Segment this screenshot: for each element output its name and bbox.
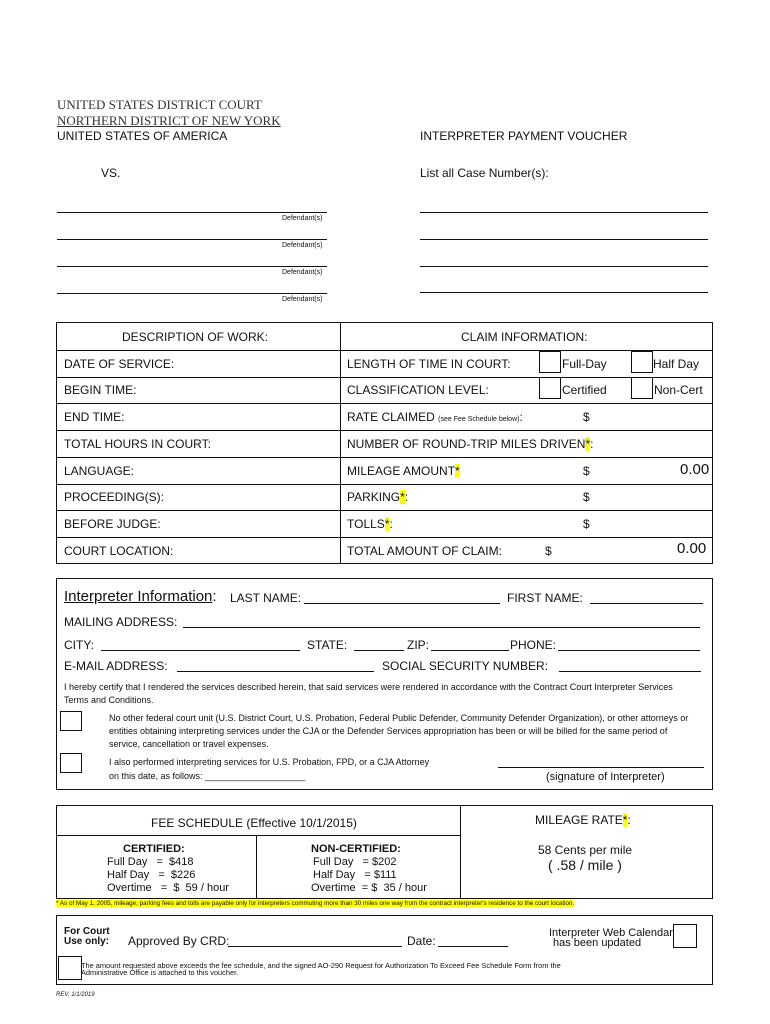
form-title: INTERPRETER PAYMENT VOUCHER <box>420 129 628 143</box>
certified-checkbox[interactable] <box>539 377 561 399</box>
full-day-label: Full-Day <box>562 357 607 371</box>
miles-driven-label: NUMBER OF ROUND-TRIP MILES DRIVEN <box>347 437 586 451</box>
rate-claimed-label: RATE CLAIMED <box>347 410 435 424</box>
state-field[interactable] <box>354 650 404 651</box>
mileage-rate-alt: ( .58 / mile ) <box>548 857 622 873</box>
non-cert-checkbox[interactable] <box>631 377 653 399</box>
ssn-label: SOCIAL SECURITY NUMBER: <box>382 659 549 673</box>
certified-heading: CERTIFIED: <box>123 843 185 855</box>
no-other-billing-line-3: service, cancellation or travel expenses. <box>109 739 269 749</box>
defendant-line-4[interactable] <box>57 293 327 294</box>
revision-date: REV. 1/1/2019 <box>56 992 95 998</box>
proceedings-label: PROCEEDING(S): <box>64 490 165 504</box>
signature-label: (signature of Interpreter) <box>546 771 665 783</box>
interpreter-heading: Interpreter Information <box>64 588 213 605</box>
state-label: STATE: <box>307 638 348 652</box>
certification-line-2: Terms and Conditions. <box>64 695 154 705</box>
half-day-checkbox[interactable] <box>631 351 653 373</box>
web-calendar-label-2: has been updated <box>553 937 642 949</box>
first-name-label: FIRST NAME: <box>507 591 583 605</box>
claim-heading: CLAIM INFORMATION: <box>461 330 588 344</box>
rate-claimed-note: (see Fee Schedule below) <box>438 416 520 423</box>
work-heading: DESCRIPTION OF WORK: <box>122 330 269 344</box>
miles-asterisk: * <box>585 437 591 451</box>
half-day-label: Half Day <box>653 357 700 371</box>
web-calendar-checkbox[interactable] <box>673 924 697 948</box>
phone-field[interactable] <box>558 650 700 651</box>
defendant-label-3: Defendant(s) <box>282 269 323 276</box>
signature-line[interactable] <box>498 767 704 768</box>
also-performed-checkbox[interactable] <box>60 753 82 773</box>
district-name: NORTHERN DISTRICT OF NEW YORK <box>57 113 281 128</box>
defendant-label-1: Defendant(s) <box>282 215 323 222</box>
mailing-address-field[interactable] <box>183 627 700 628</box>
last-name-field[interactable] <box>304 603 500 604</box>
no-other-billing-checkbox[interactable] <box>60 711 82 731</box>
web-calendar-label-1: Interpreter Web Calendar <box>549 927 673 939</box>
defendant-label-4: Defendant(s) <box>282 296 323 303</box>
total-amount-value[interactable]: 0.00 <box>677 540 707 557</box>
approved-by-label: Approved By CRD: <box>128 934 230 948</box>
city-field[interactable] <box>101 650 300 651</box>
certified-fee-full: Full Day = $418 <box>107 856 194 868</box>
no-other-billing-line-2: entities obtaining interpreting services under the CJA or the Defender Services appropriation has been or will be billed for the same period of <box>109 726 668 736</box>
before-judge-label: BEFORE JUDGE: <box>64 517 161 531</box>
mileage-asterisk: * <box>455 464 460 478</box>
table-divider <box>340 322 341 564</box>
also-performed-line-2: on this date, as follows: ____________________ <box>109 771 306 781</box>
exceeds-fee-line-1: The amount requested above exceeds the fee schedule, and the signed AO-290 Request for Authorization To Exceed Fee Schedule Form from the <box>81 961 561 970</box>
approval-date-field[interactable] <box>438 946 508 947</box>
rate-claimed-colon: : <box>519 410 523 424</box>
mileage-amount-row <box>347 464 460 478</box>
tolls-row: TOLLS*: <box>347 517 393 531</box>
classification-label: CLASSIFICATION LEVEL: <box>347 383 489 397</box>
court-use-label-1: For Court <box>64 926 110 937</box>
exceeds-fee-line-2: Administrative Office is attached to this voucher. <box>81 968 239 977</box>
certified-fee-overtime: Overtime = $ 59 / hour <box>107 882 229 894</box>
versus-label: VS. <box>101 166 121 180</box>
miles-driven-row: NUMBER OF ROUND-TRIP MILES DRIVEN*: <box>347 437 594 451</box>
defendant-line-1[interactable] <box>57 212 327 213</box>
ssn-field[interactable] <box>559 671 701 672</box>
certified-fee-half: Half Day = $226 <box>107 869 196 881</box>
approval-date-label: Date: <box>407 934 436 948</box>
no-other-billing-line-1: No other federal court unit (U.S. District Court, U.S. Probation, Federal Public Defender, Community Defender Organization), or other attorneys or <box>109 713 689 723</box>
parking-row: PARKING*: <box>347 490 409 504</box>
case-number-line-3[interactable] <box>420 266 708 267</box>
last-name-label: LAST NAME: <box>230 591 302 605</box>
rate-dollar: $ <box>583 410 590 424</box>
zip-label: ZIP: <box>407 638 430 652</box>
case-numbers-label: List all Case Number(s): <box>420 166 549 180</box>
court-use-label-2: Use only: <box>64 936 110 947</box>
full-day-checkbox[interactable] <box>539 351 561 373</box>
end-time-label: END TIME: <box>64 410 125 424</box>
exceeds-fee-checkbox[interactable] <box>58 956 82 980</box>
total-dollar: $ <box>545 544 552 558</box>
total-claim-label: TOTAL AMOUNT OF CLAIM: <box>347 544 502 558</box>
certification-line-1: I hereby certify that I rendered the services described herein, that said services were rendered in accordance with the Contract Court Interpreter Services <box>64 682 673 692</box>
total-hours-label: TOTAL HOURS IN COURT: <box>64 437 211 451</box>
parking-dollar: $ <box>583 490 590 504</box>
court-name: UNITED STATES DISTRICT COURT <box>57 97 262 112</box>
mileage-rate-value: 58 Cents per mile <box>538 843 633 857</box>
first-name-field[interactable] <box>590 603 703 604</box>
defendant-line-3[interactable] <box>57 266 327 267</box>
mailing-address-label: MAILING ADDRESS: <box>64 615 178 629</box>
parking-asterisk: * <box>400 490 405 504</box>
city-label: CITY: <box>64 638 95 652</box>
case-number-line-1[interactable] <box>420 212 708 213</box>
email-label: E-MAIL ADDRESS: <box>64 659 168 673</box>
rate-claimed-row <box>347 410 523 424</box>
noncertified-heading: NON-CERTIFIED: <box>311 843 401 855</box>
begin-time-label: BEGIN TIME: <box>64 383 137 397</box>
mileage-rate-heading-row: MILEAGE RATE*: <box>535 813 631 827</box>
case-number-line-4[interactable] <box>420 292 708 293</box>
mileage-amount-label: MILEAGE AMOUNT <box>347 464 456 478</box>
length-of-time-label: LENGTH OF TIME IN COURT: <box>347 357 511 371</box>
tolls-label: TOLLS <box>347 517 385 531</box>
noncertified-fee-overtime: Overtime = $ 35 / hour <box>311 882 427 894</box>
parking-label: PARKING <box>347 490 401 504</box>
mileage-dollar: $ <box>583 464 590 478</box>
plaintiff-name: UNITED STATES OF AMERICA <box>57 129 228 143</box>
mileage-rate-heading: MILEAGE RATE <box>535 813 623 827</box>
mileage-footnote: * As of May 1, 2005, mileage, parking fees and tolls are payable only for interpreters commuting more than 30 miles one way from the contract interpreter's residence to the court location. <box>56 900 575 907</box>
court-location-label: COURT LOCATION: <box>64 544 174 558</box>
email-field[interactable] <box>177 671 374 672</box>
noncertified-fee-half: Half Day = $111 <box>313 869 397 881</box>
mileage-amount-value[interactable]: 0.00 <box>680 461 710 478</box>
language-label: LANGUAGE: <box>64 464 135 478</box>
zip-field[interactable] <box>431 650 509 651</box>
approved-by-field[interactable] <box>228 946 402 947</box>
non-cert-label: Non-Cert <box>654 383 703 397</box>
noncertified-fee-full: Full Day = $202 <box>313 856 397 868</box>
tolls-asterisk: * <box>384 517 390 531</box>
defendant-line-2[interactable] <box>57 239 327 240</box>
date-of-service-label: DATE OF SERVICE: <box>64 357 175 371</box>
also-performed-line-1: I also performed interpreting services for U.S. Probation, FPD, or a CJA Attorney <box>109 757 430 767</box>
case-number-line-2[interactable] <box>420 239 708 240</box>
fee-schedule-heading: FEE SCHEDULE (Effective 10/1/2015) <box>151 816 357 830</box>
tolls-dollar: $ <box>583 517 590 531</box>
defendant-label-2: Defendant(s) <box>282 242 323 249</box>
certified-label: Certified <box>562 383 607 397</box>
phone-label: PHONE: <box>510 638 557 652</box>
interpreter-heading-row: Interpreter Information: <box>64 588 217 605</box>
